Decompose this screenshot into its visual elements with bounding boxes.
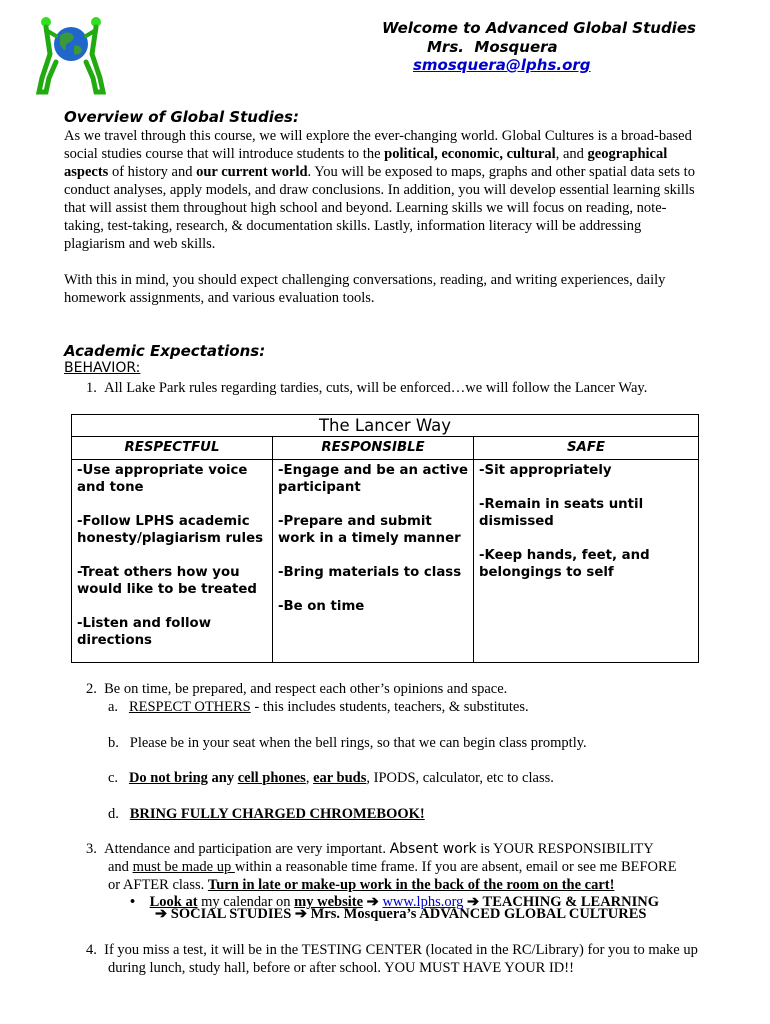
lphs-link[interactable]: www.lphs.org <box>382 894 464 910</box>
list-item: -Sit appropriately <box>479 463 612 478</box>
respectful-cell <box>72 460 273 663</box>
column-head-respectful: RESPECTFUL <box>72 437 273 460</box>
list-item-2c: c. Do not bring any cell phones, ear buds, IPODS, calculator, etc to class. <box>108 770 554 786</box>
responsible-cell <box>273 460 474 663</box>
list-item: -Treat others how you would like to be treated <box>77 565 257 597</box>
list-item: -Keep hands, feet, and belongings to self <box>479 548 650 580</box>
list-item-4: 4. If you miss a test, it will be in the TESTING CENTER (located in the RC/Library) for you to make up during lunch, study hall, before or after school. YOU MUST HAVE YOUR ID!! <box>86 942 698 976</box>
list-item: -Listen and follow directions <box>77 616 211 648</box>
bullet-icon: • <box>130 894 136 910</box>
overview-heading: Overview of Global Studies: <box>64 108 299 126</box>
list-item-2: 2. Be on time, be prepared, and respect each other’s opinions and space. <box>86 681 508 697</box>
list-item-3: 3. Attendance and participation are very important. Absent work is YOUR RESPONSIBILITY <box>86 841 654 857</box>
lancer-way-table <box>71 414 699 663</box>
column-head-responsible: RESPONSIBLE <box>273 437 474 460</box>
globe-logo <box>36 14 106 96</box>
list-item: -Engage and be an active participant <box>278 463 468 495</box>
list-item: -Remain in seats until dismissed <box>479 497 644 529</box>
header-title: Welcome to Advanced Global Studies <box>382 19 696 37</box>
email-link[interactable]: smosquera@lphs.org <box>413 56 591 74</box>
list-item: -Follow LPHS academic honesty/plagiarism rules <box>77 514 264 546</box>
list-item-2d: d. BRING FULLY CHARGED CHROMEBOOK! <box>108 806 425 822</box>
list-item: -Be on time <box>278 599 365 614</box>
list-item-2a: a. RESPECT OTHERS - this includes students, teachers, & substitutes. <box>108 699 529 715</box>
column-head-safe: SAFE <box>474 437 699 460</box>
behavior-label: BEHAVIOR: <box>64 360 141 376</box>
header-teacher: Mrs. Mosquera <box>427 38 558 56</box>
lancer-way-title: The Lancer Way <box>72 415 699 437</box>
overview-paragraph-2: With this in mind, you should expect challenging conversations, reading, and writing experiences, daily homework assignments, and various evaluation tools. <box>64 272 666 306</box>
list-item: -Use appropriate voice and tone <box>77 463 248 495</box>
overview-paragraph: As we travel through this course, we will explore the ever-changing world. Global Cultures is a broad-based social studies course that will introduce students to the political, economic, cultural, and geographical aspects of history and our current world. You will be exposed to maps, graphs and other spatial data sets to conduct analyses, apply models, and draw conclusions. In addition, you will develop essential learning skills that will assist them throughout high school and beyond. Learning skills we will focus on reading, note-taking, test-taking, research, & documentation skills. Lastly, information literacy will be addressing plagiarism and web skills. <box>64 128 695 252</box>
list-item: -Prepare and submit work in a timely manner <box>278 514 461 546</box>
calendar-bullet: • Look at my calendar on my website ➔ www.lphs.org ➔ TEACHING & LEARNING <box>130 894 659 910</box>
academic-heading: Academic Expectations: <box>64 342 266 360</box>
list-item-2b: b. Please be in your seat when the bell rings, so that we can begin class promptly. <box>108 735 587 751</box>
safe-cell <box>474 460 699 663</box>
list-item-1: 1. All Lake Park rules regarding tardies, cuts, will be enforced…we will follow the Lancer Way. <box>86 380 648 396</box>
list-item: -Bring materials to class <box>278 565 462 580</box>
